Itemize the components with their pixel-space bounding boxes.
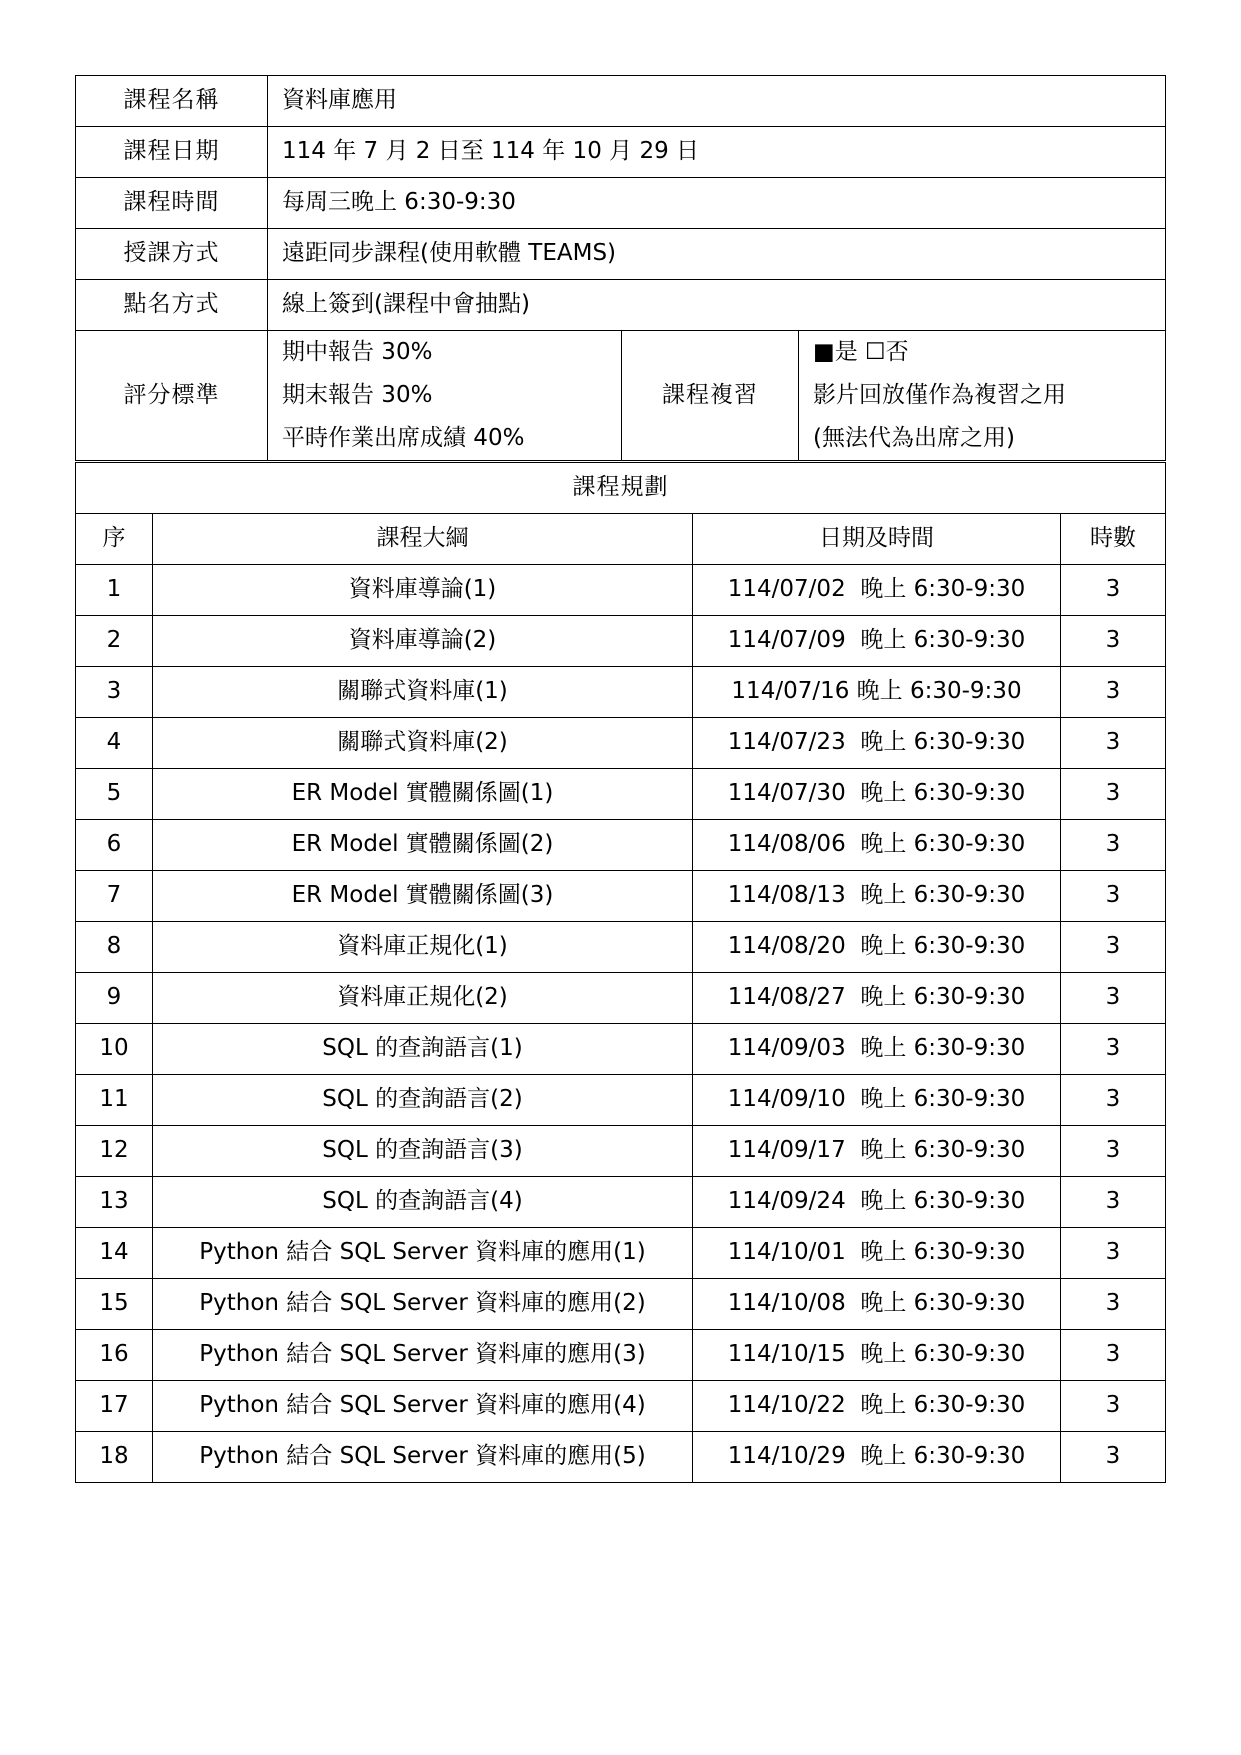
row-topic: Python 結合 SQL Server 資料庫的應用(3) [153, 1330, 693, 1381]
row-hours: 3 [1061, 820, 1166, 871]
row-topic: 資料庫正規化(2) [153, 973, 693, 1024]
table-row [76, 820, 1166, 871]
row-hours: 3 [1061, 1228, 1166, 1279]
row-hours: 3 [1061, 1177, 1166, 1228]
row-hours: 3 [1061, 769, 1166, 820]
grading-item: 期末報告 30% [282, 382, 433, 408]
row-datetime: 114/10/08 晚上 6:30-9:30 [693, 1279, 1061, 1330]
attendance-label: 點名方式 [76, 280, 268, 331]
teaching-method-value: 遠距同步課程(使用軟體 TEAMS) [268, 229, 1166, 280]
row-number: 6 [76, 820, 153, 871]
course-date-label: 課程日期 [76, 127, 268, 178]
course-date-value: 114 年 7 月 2 日至 114 年 10 月 29 日 [268, 127, 1166, 178]
row-hours: 3 [1061, 1330, 1166, 1381]
course-name-row [76, 76, 1166, 127]
row-datetime: 114/08/20 晚上 6:30-9:30 [693, 922, 1061, 973]
row-hours: 3 [1061, 565, 1166, 616]
row-hours: 3 [1061, 922, 1166, 973]
row-topic: SQL 的查詢語言(1) [153, 1024, 693, 1075]
course-date-row [76, 127, 1166, 178]
row-topic: SQL 的查詢語言(2) [153, 1075, 693, 1126]
plan-header-row [76, 514, 1166, 565]
review-note: 影片回放僅作為複習之用 [813, 382, 1066, 408]
row-topic: ER Model 實體關係圖(1) [153, 769, 693, 820]
header-datetime: 日期及時間 [693, 514, 1061, 565]
grading-row [76, 331, 1166, 461]
grading-item: 平時作業出席成績 40% [282, 425, 525, 451]
course-info-table [75, 75, 1166, 461]
row-topic: ER Model 實體關係圖(3) [153, 871, 693, 922]
row-datetime: 114/07/23 晚上 6:30-9:30 [693, 718, 1061, 769]
row-topic: 資料庫導論(2) [153, 616, 693, 667]
row-datetime: 114/09/03 晚上 6:30-9:30 [693, 1024, 1061, 1075]
review-label: 課程複習 [622, 331, 799, 461]
attendance-row [76, 280, 1166, 331]
row-number: 1 [76, 565, 153, 616]
table-row [76, 1432, 1166, 1483]
table-row [76, 1279, 1166, 1330]
teaching-method-label: 授課方式 [76, 229, 268, 280]
row-topic: Python 結合 SQL Server 資料庫的應用(5) [153, 1432, 693, 1483]
review-checkbox-line: ■是 ☐否 [813, 339, 909, 365]
row-topic: 資料庫正規化(1) [153, 922, 693, 973]
row-number: 3 [76, 667, 153, 718]
row-topic: 關聯式資料庫(1) [153, 667, 693, 718]
teaching-method-row [76, 229, 1166, 280]
table-row [76, 1330, 1166, 1381]
row-topic: 資料庫導論(1) [153, 565, 693, 616]
row-hours: 3 [1061, 616, 1166, 667]
row-hours: 3 [1061, 871, 1166, 922]
grading-item: 期中報告 30% [282, 339, 433, 365]
row-topic: SQL 的查詢語言(4) [153, 1177, 693, 1228]
row-datetime: 114/07/02 晚上 6:30-9:30 [693, 565, 1061, 616]
table-row [76, 1177, 1166, 1228]
header-no: 序 [76, 514, 153, 565]
row-hours: 3 [1061, 718, 1166, 769]
row-hours: 3 [1061, 1279, 1166, 1330]
plan-title: 課程規劃 [76, 463, 1166, 514]
row-datetime: 114/10/29 晚上 6:30-9:30 [693, 1432, 1061, 1483]
row-number: 8 [76, 922, 153, 973]
row-hours: 3 [1061, 1126, 1166, 1177]
row-topic: 關聯式資料庫(2) [153, 718, 693, 769]
header-topic: 課程大綱 [153, 514, 693, 565]
row-datetime: 114/10/01 晚上 6:30-9:30 [693, 1228, 1061, 1279]
row-number: 5 [76, 769, 153, 820]
row-datetime: 114/10/15 晚上 6:30-9:30 [693, 1330, 1061, 1381]
row-hours: 3 [1061, 1075, 1166, 1126]
grading-label: 評分標準 [76, 331, 268, 461]
row-hours: 3 [1061, 1381, 1166, 1432]
row-datetime: 114/07/16 晚上 6:30-9:30 [693, 667, 1061, 718]
grading-values [268, 331, 622, 461]
row-number: 12 [76, 1126, 153, 1177]
row-number: 17 [76, 1381, 153, 1432]
row-number: 15 [76, 1279, 153, 1330]
table-row [76, 1024, 1166, 1075]
row-topic: Python 結合 SQL Server 資料庫的應用(4) [153, 1381, 693, 1432]
row-number: 9 [76, 973, 153, 1024]
row-number: 18 [76, 1432, 153, 1483]
review-values [799, 331, 1166, 461]
row-number: 2 [76, 616, 153, 667]
row-topic: Python 結合 SQL Server 資料庫的應用(2) [153, 1279, 693, 1330]
row-datetime: 114/09/17 晚上 6:30-9:30 [693, 1126, 1061, 1177]
row-number: 7 [76, 871, 153, 922]
row-hours: 3 [1061, 973, 1166, 1024]
table-row [76, 667, 1166, 718]
row-number: 16 [76, 1330, 153, 1381]
row-hours: 3 [1061, 667, 1166, 718]
row-datetime: 114/08/13 晚上 6:30-9:30 [693, 871, 1061, 922]
course-plan-table [75, 462, 1166, 1483]
table-row [76, 973, 1166, 1024]
plan-rows [76, 565, 1166, 1483]
course-time-label: 課程時間 [76, 178, 268, 229]
table-row [76, 565, 1166, 616]
table-row [76, 769, 1166, 820]
row-number: 10 [76, 1024, 153, 1075]
attendance-value: 線上簽到(課程中會抽點) [268, 280, 1166, 331]
table-row [76, 718, 1166, 769]
header-hours: 時數 [1061, 514, 1166, 565]
table-row [76, 1228, 1166, 1279]
row-datetime: 114/08/27 晚上 6:30-9:30 [693, 973, 1061, 1024]
row-number: 13 [76, 1177, 153, 1228]
table-row [76, 1381, 1166, 1432]
row-datetime: 114/09/24 晚上 6:30-9:30 [693, 1177, 1061, 1228]
row-topic: SQL 的查詢語言(3) [153, 1126, 693, 1177]
row-datetime: 114/09/10 晚上 6:30-9:30 [693, 1075, 1061, 1126]
row-datetime: 114/07/09 晚上 6:30-9:30 [693, 616, 1061, 667]
table-row [76, 1126, 1166, 1177]
course-time-value: 每周三晚上 6:30-9:30 [268, 178, 1166, 229]
row-datetime: 114/07/30 晚上 6:30-9:30 [693, 769, 1061, 820]
course-time-row [76, 178, 1166, 229]
table-row [76, 616, 1166, 667]
row-datetime: 114/10/22 晚上 6:30-9:30 [693, 1381, 1061, 1432]
row-number: 4 [76, 718, 153, 769]
row-topic: Python 結合 SQL Server 資料庫的應用(1) [153, 1228, 693, 1279]
table-row [76, 1075, 1166, 1126]
plan-title-row [76, 463, 1166, 514]
row-topic: ER Model 實體關係圖(2) [153, 820, 693, 871]
row-number: 11 [76, 1075, 153, 1126]
course-name-value: 資料庫應用 [268, 76, 1166, 127]
course-name-label: 課程名稱 [76, 76, 268, 127]
table-row [76, 922, 1166, 973]
row-hours: 3 [1061, 1432, 1166, 1483]
review-note: (無法代為出席之用) [813, 425, 1015, 451]
row-datetime: 114/08/06 晚上 6:30-9:30 [693, 820, 1061, 871]
table-row [76, 871, 1166, 922]
row-hours: 3 [1061, 1024, 1166, 1075]
row-number: 14 [76, 1228, 153, 1279]
